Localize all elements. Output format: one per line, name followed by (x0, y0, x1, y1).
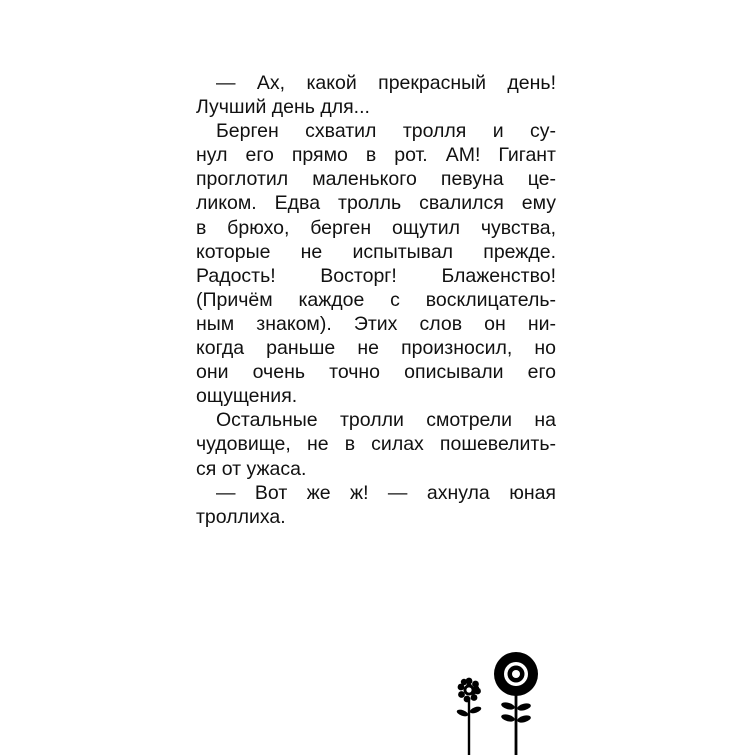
text-line: нул его прямо в рот. АМ! Гигант (196, 144, 556, 167)
small-flower-icon (456, 678, 482, 755)
text-line: когда раньше не произносил, но (196, 337, 556, 360)
text-line: они очень точно описывали его (196, 361, 556, 384)
text-line: чудовище, не в силах пошевелить- (196, 433, 556, 456)
text-line: которые не испытывал прежде. (196, 240, 556, 263)
text-line: Лучший день для... (196, 96, 370, 119)
text-line: (Причём каждое с восклицатель- (196, 288, 556, 311)
text-line: проглотил маленького певуна це- (196, 168, 556, 191)
text-line: Берген схватил тролля и су- (216, 120, 556, 143)
page-text (196, 71, 556, 529)
text-line: — Вот же ж! — ахнула юная (216, 481, 556, 504)
text-line: Остальные тролли смотрели на (216, 409, 556, 432)
flowers-icon (448, 650, 543, 755)
text-line: — Ах, какой прекрасный день! (216, 72, 556, 94)
text-line: троллиха. (196, 505, 286, 528)
big-flower-icon (494, 652, 538, 755)
text-line: ным знаком). Этих слов он ни- (196, 312, 556, 335)
text-line: ликом. Едва тролль свалился ему (196, 192, 556, 215)
text-line: в брюхо, берген ощутил чувства, (196, 216, 556, 239)
text-line: ся от ужаса. (196, 457, 307, 480)
text-line: ощущения. (196, 385, 298, 408)
text-line: Радость! Восторг! Блаженство! (196, 264, 556, 287)
